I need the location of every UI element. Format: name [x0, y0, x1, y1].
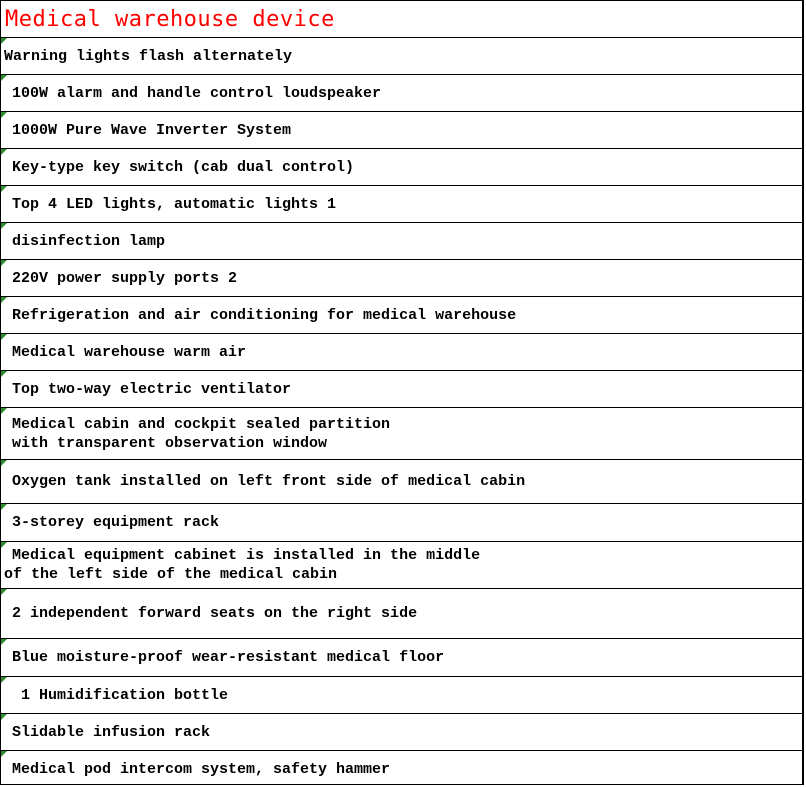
- table-row: [1, 75, 802, 112]
- row-text: Oxygen tank installed on left front side of medical cabin: [12, 473, 526, 490]
- row-text: Medical equipment cabinet is installed in the middle of the left side of the medical cabin: [4, 547, 481, 583]
- table-header: [1, 1, 802, 38]
- table-row: [1, 149, 802, 186]
- row-text: Top 4 LED lights, automatic lights 1: [12, 195, 337, 213]
- table-row: [1, 408, 802, 460]
- row-text: 3-storey equipment rack: [12, 514, 220, 531]
- table-row: [1, 460, 802, 504]
- row-text: 1000W Pure Wave Inverter System: [12, 121, 292, 139]
- table-row: [1, 371, 802, 408]
- table-row: [1, 297, 802, 334]
- row-text: Medical pod intercom system, safety hammer: [12, 760, 391, 778]
- table-row: [1, 334, 802, 371]
- row-text: 220V power supply ports 2: [12, 269, 238, 287]
- row-text: 2 independent forward seats on the right side: [12, 605, 418, 622]
- table-row: [1, 260, 802, 297]
- table-row: [1, 589, 802, 639]
- table-row: [1, 186, 802, 223]
- table-row: [1, 677, 802, 714]
- row-text: disinfection lamp: [12, 232, 166, 250]
- row-text: Medical warehouse warm air: [12, 343, 247, 361]
- table-row: [1, 504, 802, 542]
- table-row: [1, 751, 802, 787]
- table-row: [1, 639, 802, 677]
- row-text: Medical cabin and cockpit sealed partition with transparent observation window: [12, 415, 391, 452]
- row-text: 100W alarm and handle control loudspeaker: [12, 84, 382, 102]
- row-text: 1 Humidification bottle: [21, 686, 229, 704]
- table-row: [1, 112, 802, 149]
- row-text: Key-type key switch (cab dual control): [12, 158, 355, 176]
- table-row: [1, 223, 802, 260]
- table-row: [1, 38, 802, 75]
- table-title: Medical warehouse device: [5, 6, 335, 32]
- table-row: [1, 714, 802, 751]
- row-text: Refrigeration and air conditioning for medical warehouse: [12, 306, 517, 324]
- row-text: Slidable infusion rack: [12, 723, 211, 741]
- table-row: [1, 542, 802, 589]
- row-text: Top two-way electric ventilator: [12, 380, 292, 398]
- row-text: Blue moisture-proof wear-resistant medical floor: [12, 649, 445, 666]
- row-text: Warning lights flash alternately: [4, 47, 293, 65]
